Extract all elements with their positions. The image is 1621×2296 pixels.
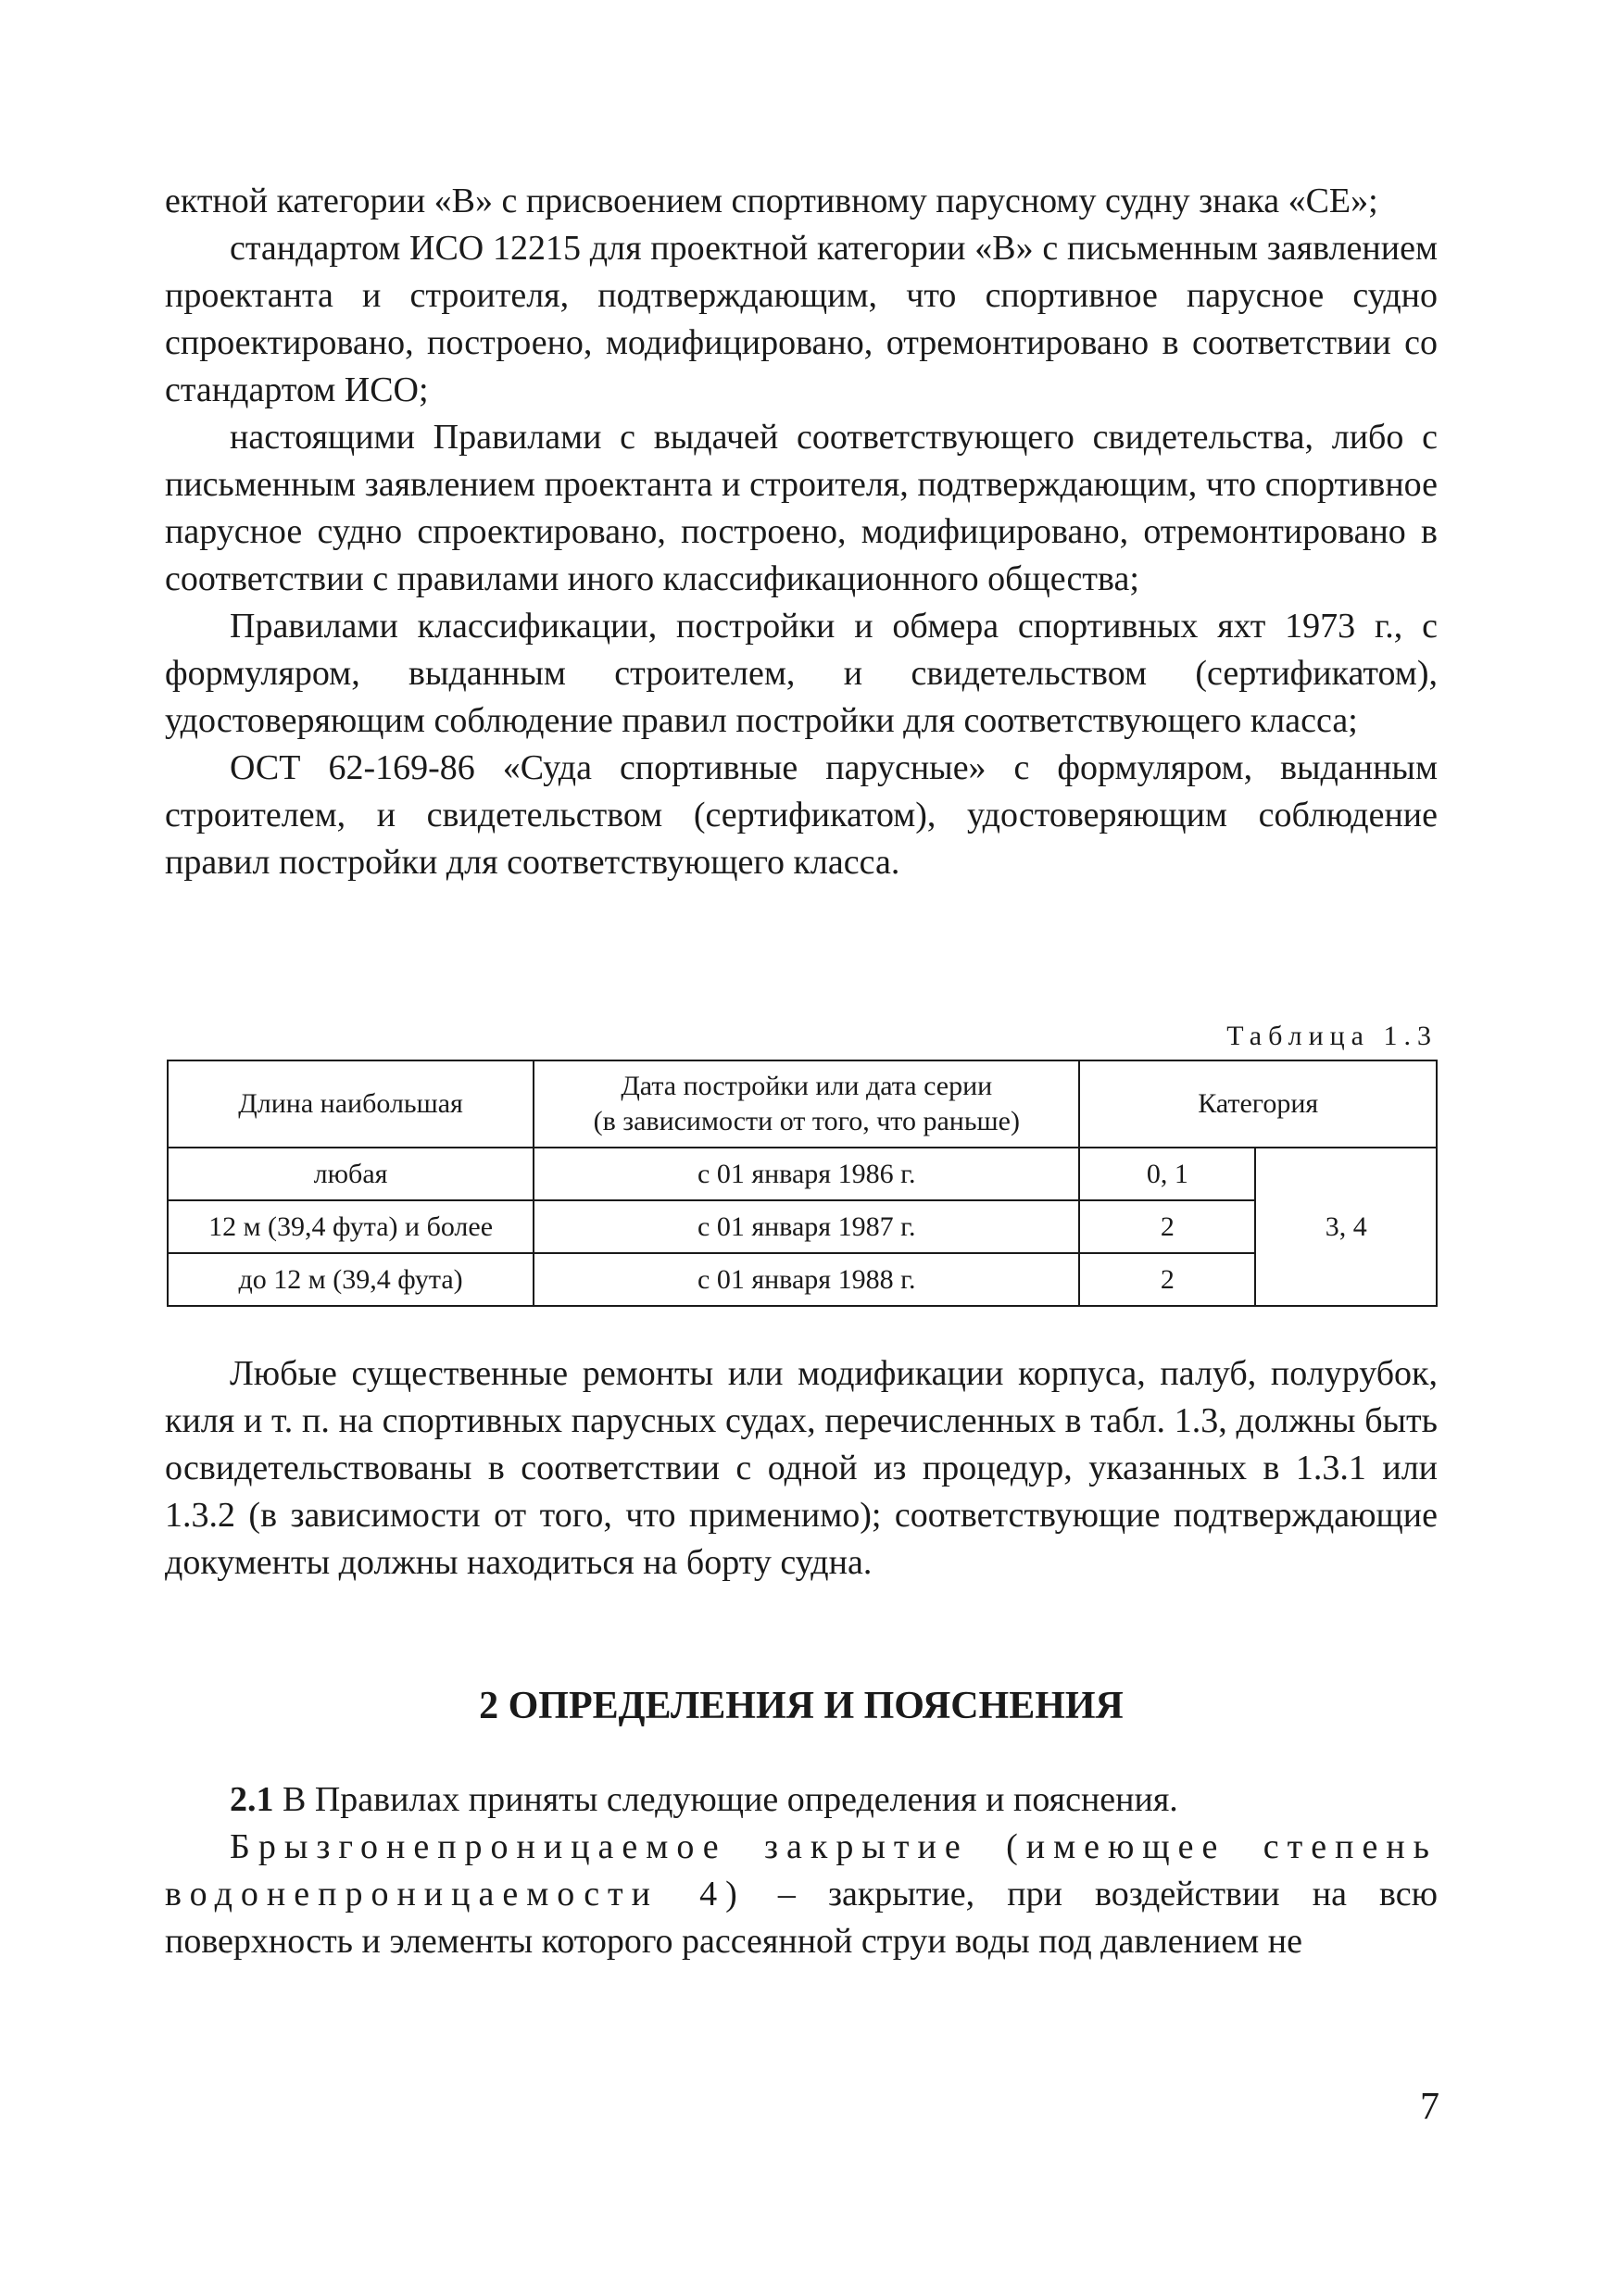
paragraph-ost-62: ОСТ 62-169-86 «Суда спортивные парусные» с формуляром, выданным строителем, и свидетельством (сертификатом), удостоверяющим соблюдение правил постройки для соответствующего класса. [165,748,1438,882]
top-text-block [165,178,1438,886]
term-definition: – закрытие, при воздействии на всю поверхность и элементы которого рассеянной струи воды под давлением не [165,1875,1439,1961]
header-length: Длина наибольшая [168,1060,534,1148]
header-category: Категория [1079,1060,1437,1148]
section-heading: 2 ОПРЕДЕЛЕНИЯ И ПОЯСНЕНИЯ [479,1685,1124,1727]
paragraph-continuation: ектной категории «В» с присвоением спортивному парусному судну знака «CE»; [165,182,1378,220]
cell-date: с 01 января 1988 г. [534,1253,1079,1306]
table-row [168,1200,1437,1253]
cell-length: любая [168,1148,534,1200]
header-date-line2: (в зависимости от того, что раньше) [593,1106,1020,1136]
table-header-row [168,1060,1437,1148]
category-table [167,1060,1438,1307]
paragraph-these-rules: настоящими Правилами с выдачей соответствующего свидетельства, либо с письменным заявлением проектанта и строителя, подтверждающим, что спортивное парусное судно спроектировано, построено, модифицировано, отремонтировано в соответствии с правилами иного классификационного общества; [165,418,1438,598]
table-caption: Таблица 1.3 [1226,1021,1438,1051]
header-date [534,1060,1079,1148]
defined-term: Брызгонепроницаемое закрытие (имеющее степень водонепроницаемости 4) [165,1827,1438,1913]
paragraph-rules-1973: Правилами классификации, постройки и обмера спортивных яхт 1973 г., с формуляром, выданным строителем, и свидетельством (сертификатом), удостоверяющим соблюдение правил постройки для соответствующего класса; [165,607,1438,740]
after-table-text [165,1350,1438,1587]
clause-2-1 [165,1776,1438,1824]
cell-category: 2 [1079,1253,1255,1306]
cell-category: 0, 1 [1079,1148,1255,1200]
cell-date: с 01 января 1987 г. [534,1200,1079,1253]
table-row [168,1253,1437,1306]
cell-length: 12 м (39,4 фута) и более [168,1200,534,1253]
cell-merged-category: 3, 4 [1255,1148,1437,1306]
cell-length: до 12 м (39,4 фута) [168,1253,534,1306]
header-date-line1: Дата постройки или дата серии [621,1071,993,1101]
cell-category: 2 [1079,1200,1255,1253]
paragraph-iso-12215: стандартом ИСО 12215 для проектной категории «В» с письменным заявлением проектанта и строителя, подтверждающим, что спортивное парусное судно спроектировано, построено, модифицировано, отремонтировано в соответствии со стандартом ИСО; [165,229,1438,409]
table-row [168,1148,1437,1200]
definition-paragraph [165,1824,1438,1965]
definitions-text [165,1776,1438,1965]
paragraph-repairs: Любые существенные ремонты или модификации корпуса, палуб, полурубок, киля и т. п. на спортивных парусных судах, перечисленных в табл. 1.3, должны быть освидетельствованы в соответствии с одной из процедур, указанных в 1.3.1 или 1.3.2 (в зависимости от того, что применимо); соответствующие подтверждающие документы должны находиться на борту судна. [165,1354,1438,1582]
page-number: 7 [1420,2086,1439,2128]
clause-text: В Правилах приняты следующие определения и пояснения. [283,1780,1178,1819]
cell-date: с 01 января 1986 г. [534,1148,1079,1200]
clause-number: 2.1 [230,1780,274,1819]
